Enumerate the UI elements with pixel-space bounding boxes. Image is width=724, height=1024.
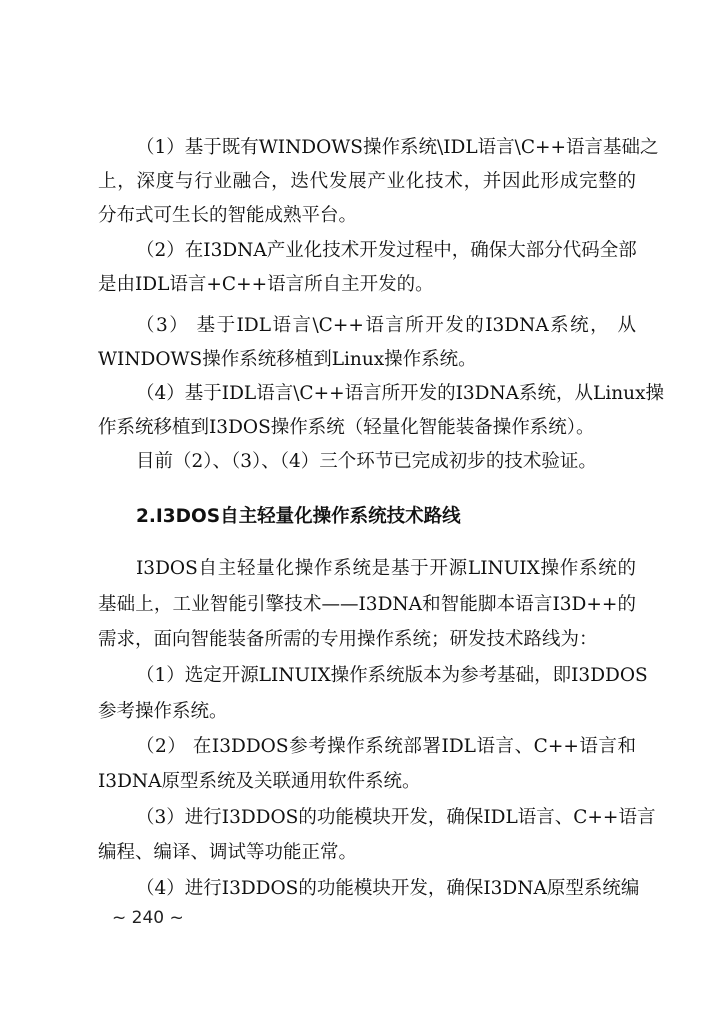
paragraph-line: （2） 在I3DDOS参考操作系统部署IDL语言、C++语言和 (136, 736, 636, 757)
paragraph-line: 需求，面向智能装备所需的专用操作系统；研发技术路线为： (98, 629, 598, 650)
section-heading: 2.I3DOS自主轻量化操作系统技术路线 (136, 506, 461, 527)
paragraph-line: I3DNA原型系统及关联通用软件系统。 (98, 771, 421, 792)
paragraph-line: （3） 基于IDL语言\C++语言所开发的I3DNA系统， 从 (136, 315, 636, 336)
paragraph-line: （1）基于既有WINDOWS操作系统\IDL语言\C++语言基础之 (136, 137, 659, 158)
paragraph-line: 基础上，工业智能引擎技术——I3DNA和智能脚本语言I3D++的 (98, 594, 636, 615)
paragraph-line: （2）在I3DNA产业化技术开发过程中，确保大部分代码全部 (136, 240, 637, 261)
paragraph-line: 编程、编译、调试等功能正常。 (98, 842, 358, 863)
paragraph-line: 分布式可生长的智能成熟平台。 (98, 205, 358, 226)
page-number: ~ 240 ~ (112, 908, 184, 928)
paragraph-line: 上，深度与行业融合，迭代发展产业化技术，并因此形成完整的 (98, 171, 636, 192)
paragraph-line: 是由IDL语言+C++语言所自主开发的。 (98, 274, 434, 295)
paragraph-line: 目前（2）、（3）、（4）三个环节已完成初步的技术验证。 (136, 451, 597, 472)
paragraph-line: （1）选定开源LINUIX操作系统版本为参考基础，即I3DDOS (136, 665, 648, 686)
paragraph-line: （4）基于IDL语言\C++语言所开发的I3DNA系统，从Linux操 (136, 383, 665, 404)
paragraph-line: I3DOS自主轻量化操作系统是基于开源LINUIX操作系统的 (136, 558, 636, 579)
paragraph-line: WINDOWS操作系统移植到Linux操作系统。 (98, 349, 477, 370)
paragraph-line: 参考操作系统。 (98, 701, 228, 722)
paragraph-line: （4）进行I3DDOS的功能模块开发，确保I3DNA原型系统编 (136, 878, 640, 899)
paragraph-line: （3）进行I3DDOS的功能模块开发，确保IDL语言、C++语言 (136, 807, 656, 828)
paragraph-line: 作系统移植到I3DOS操作系统（轻量化智能装备操作系统）。 (98, 417, 595, 438)
